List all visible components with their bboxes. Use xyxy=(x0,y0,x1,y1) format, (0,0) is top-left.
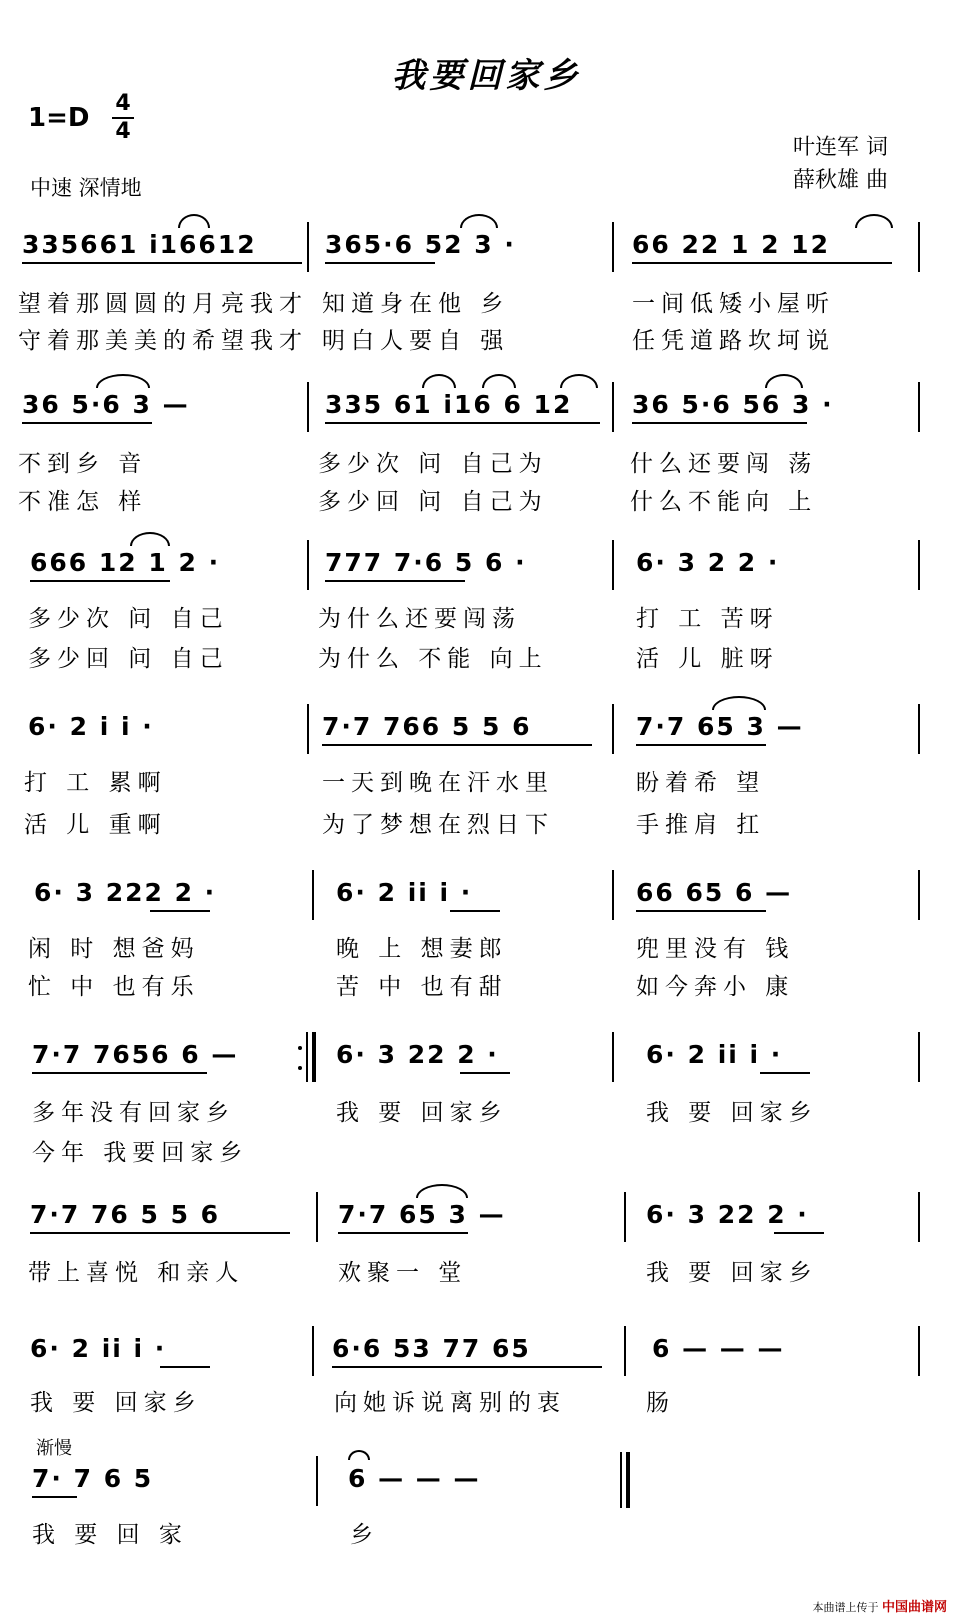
fermata xyxy=(348,1450,370,1460)
underline xyxy=(32,1496,77,1498)
underline xyxy=(450,910,500,912)
barline xyxy=(316,1192,318,1242)
lyric-verse1: 为什么还要闯荡 xyxy=(318,606,521,632)
lyric-verse2: 今年 我要回家乡 xyxy=(32,1140,249,1166)
lyric-verse1: 多年没有回家乡 xyxy=(32,1100,235,1126)
lyric-verse1: 多少次 问 自己 xyxy=(28,606,229,632)
composer: 薛秋雄 曲 xyxy=(793,168,888,193)
lyric-verse1: 我 要 回 家 xyxy=(32,1522,188,1548)
underline xyxy=(22,422,152,424)
footer-watermark xyxy=(812,1596,947,1615)
underline xyxy=(325,262,435,264)
underline xyxy=(636,910,766,912)
lyric-verse1: 我 要 回家乡 xyxy=(336,1100,508,1126)
slur xyxy=(422,374,456,388)
lyric-verse2: 明白人要自 强 xyxy=(322,328,510,354)
barline xyxy=(312,1326,314,1376)
measure-18-notes: 6· 2 ii i · xyxy=(646,1040,783,1069)
measure-21-notes: 6· 3 22 2 · xyxy=(646,1200,809,1229)
lyric-verse1: 兜里没有 钱 xyxy=(636,936,795,962)
lyric-verse1: 我 要 回家乡 xyxy=(646,1100,818,1126)
lyric-verse1: 打 工 苦呀 xyxy=(636,606,779,632)
key-signature: 1=D xyxy=(28,103,90,133)
measure-8-notes: 777 7·6 5 6 · xyxy=(325,548,527,577)
repeat-barline-thick xyxy=(312,1032,316,1082)
lyric-verse1: 一天到晚在汗水里 xyxy=(322,770,554,796)
lyric-verse1: 欢聚一 堂 xyxy=(338,1260,468,1286)
barline xyxy=(312,870,314,920)
site-logo-text: 中国曲谱网 xyxy=(881,1600,947,1615)
measure-14-notes: 6· 2 ii i · xyxy=(336,878,473,907)
barline xyxy=(612,222,614,272)
barline xyxy=(624,1326,626,1376)
underline xyxy=(325,580,465,582)
repeat-dot xyxy=(298,1066,302,1070)
underline xyxy=(32,1072,207,1074)
lyric-verse1: 带上喜悦 和亲人 xyxy=(28,1260,245,1286)
barline xyxy=(307,382,309,432)
lyric-verse1: 闲 时 想爸妈 xyxy=(28,936,200,962)
barline xyxy=(612,540,614,590)
lyric-verse1: 向她诉说离别的衷 xyxy=(334,1390,566,1416)
barline xyxy=(612,382,614,432)
underline xyxy=(322,744,592,746)
measure-12-notes: 7·7 65 3 — xyxy=(636,712,804,741)
final-barline-thin xyxy=(620,1452,622,1508)
lyric-verse2: 活 儿 重啊 xyxy=(24,812,167,838)
barline xyxy=(918,222,920,272)
measure-15-notes: 66 65 6 — xyxy=(636,878,793,907)
slur xyxy=(765,374,803,388)
song-title: 我要回家乡 xyxy=(391,56,582,96)
underline xyxy=(22,262,302,264)
underline xyxy=(160,1366,210,1368)
underline xyxy=(774,1232,824,1234)
lyric-verse2: 多少回 问 自己为 xyxy=(318,489,548,515)
underline xyxy=(760,1072,810,1074)
lyric-verse2: 手推肩 扛 xyxy=(636,812,766,838)
slur xyxy=(178,214,210,228)
lyric-verse2: 不准怎 样 xyxy=(18,489,148,515)
measure-22-notes: 6· 2 ii i · xyxy=(30,1334,167,1363)
barline xyxy=(612,1032,614,1082)
barline xyxy=(918,382,920,432)
measure-9-notes: 6· 3 2 2 · xyxy=(636,548,780,577)
lyric-verse2: 苦 中 也有甜 xyxy=(336,974,508,1000)
tempo-marking: 中速 深情地 xyxy=(30,176,142,200)
barline xyxy=(307,540,309,590)
lyricist: 叶连军 词 xyxy=(793,135,888,160)
lyric-verse2: 为什么 不能 向上 xyxy=(318,646,548,672)
lyric-verse2: 多少回 问 自己 xyxy=(28,646,229,672)
measure-13-notes: 6· 3 222 2 · xyxy=(34,878,217,907)
slur xyxy=(460,214,498,228)
lyric-verse1: 多少次 问 自己为 xyxy=(318,451,548,477)
measure-5-notes: 335 61 i16 6 12 xyxy=(325,390,573,419)
measure-16-notes: 7·7 7656 6 — xyxy=(32,1040,239,1069)
slur xyxy=(416,1184,468,1198)
ritardando-marking: 渐慢 xyxy=(36,1438,72,1459)
underline xyxy=(30,580,170,582)
slur xyxy=(482,374,516,388)
measure-7-notes: 666 12 1 2 · xyxy=(30,548,221,577)
underline xyxy=(150,910,210,912)
measure-10-notes: 6· 2 i i · xyxy=(28,712,154,741)
lyric-verse1: 盼着希 望 xyxy=(636,770,766,796)
lyric-verse2: 守着那美美的希望我才 xyxy=(18,328,308,354)
time-signature xyxy=(112,92,134,144)
lyric-verse1: 肠 xyxy=(646,1390,675,1416)
underline xyxy=(325,422,600,424)
slur xyxy=(130,532,170,546)
final-barline-thick xyxy=(626,1452,630,1508)
lyric-verse1: 我 要 回家乡 xyxy=(30,1390,202,1416)
lyric-verse1: 不到乡 音 xyxy=(18,451,148,477)
time-sig-top: 4 xyxy=(115,91,131,116)
slur xyxy=(855,214,893,228)
repeat-barline xyxy=(306,1032,308,1082)
lyric-verse2: 如今奔小 康 xyxy=(636,974,795,1000)
barline xyxy=(612,704,614,754)
measure-1-notes: 335661 i16612 xyxy=(22,230,257,259)
barline xyxy=(918,1192,920,1242)
underline xyxy=(632,422,807,424)
lyric-verse1: 晚 上 想妻郎 xyxy=(336,936,508,962)
lyric-verse2: 忙 中 也有乐 xyxy=(28,974,200,1000)
measure-26-notes: 6 — — — xyxy=(348,1464,481,1493)
measure-25-notes: 7· 7 6 5 xyxy=(32,1464,154,1493)
measure-6-notes: 36 5·6 56 3 · xyxy=(632,390,834,419)
time-sig-bottom: 4 xyxy=(115,119,131,144)
measure-24-notes: 6 — — — xyxy=(652,1334,785,1363)
barline xyxy=(918,1032,920,1082)
measure-20-notes: 7·7 65 3 — xyxy=(338,1200,506,1229)
lyric-verse1: 一间低矮小屋听 xyxy=(632,291,835,317)
underline xyxy=(338,1232,468,1234)
barline xyxy=(612,870,614,920)
measure-17-notes: 6· 3 22 2 · xyxy=(336,1040,499,1069)
lyric-verse1: 什么还要闯 荡 xyxy=(630,451,818,477)
barline xyxy=(918,704,920,754)
barline xyxy=(624,1192,626,1242)
lyric-verse2: 任凭道路坎坷说 xyxy=(632,328,835,354)
footer-uploaded-text: 本曲谱上传于 xyxy=(812,1601,879,1614)
repeat-dot xyxy=(298,1046,302,1050)
lyric-verse1: 我 要 回家乡 xyxy=(646,1260,818,1286)
barline xyxy=(316,1456,318,1506)
lyric-verse2: 为了梦想在烈日下 xyxy=(322,812,554,838)
measure-4-notes: 36 5·6 3 — xyxy=(22,390,190,419)
lyric-verse2: 活 儿 脏呀 xyxy=(636,646,779,672)
lyric-verse1: 望着那圆圆的月亮我才 xyxy=(18,291,308,317)
slur xyxy=(560,374,598,388)
lyric-verse2: 什么不能向 上 xyxy=(630,489,818,515)
lyric-verse1: 打 工 累啊 xyxy=(24,770,167,796)
underline xyxy=(460,1072,510,1074)
underline xyxy=(332,1366,602,1368)
measure-3-notes: 66 22 1 2 12 xyxy=(632,230,830,259)
underline xyxy=(30,1232,290,1234)
underline xyxy=(632,262,892,264)
measure-11-notes: 7·7 766 5 5 6 xyxy=(322,712,532,741)
lyric-verse1: 乡 xyxy=(350,1522,379,1548)
barline xyxy=(307,222,309,272)
measure-2-notes: 365·6 52 3 · xyxy=(325,230,516,259)
barline xyxy=(918,540,920,590)
slur xyxy=(96,374,150,388)
measure-19-notes: 7·7 76 5 5 6 xyxy=(30,1200,221,1229)
barline xyxy=(307,704,309,754)
measure-23-notes: 6·6 53 77 65 xyxy=(332,1334,531,1363)
underline xyxy=(636,744,766,746)
barline xyxy=(918,870,920,920)
lyric-verse1: 知道身在他 乡 xyxy=(322,291,510,317)
barline xyxy=(918,1326,920,1376)
slur xyxy=(712,696,766,710)
